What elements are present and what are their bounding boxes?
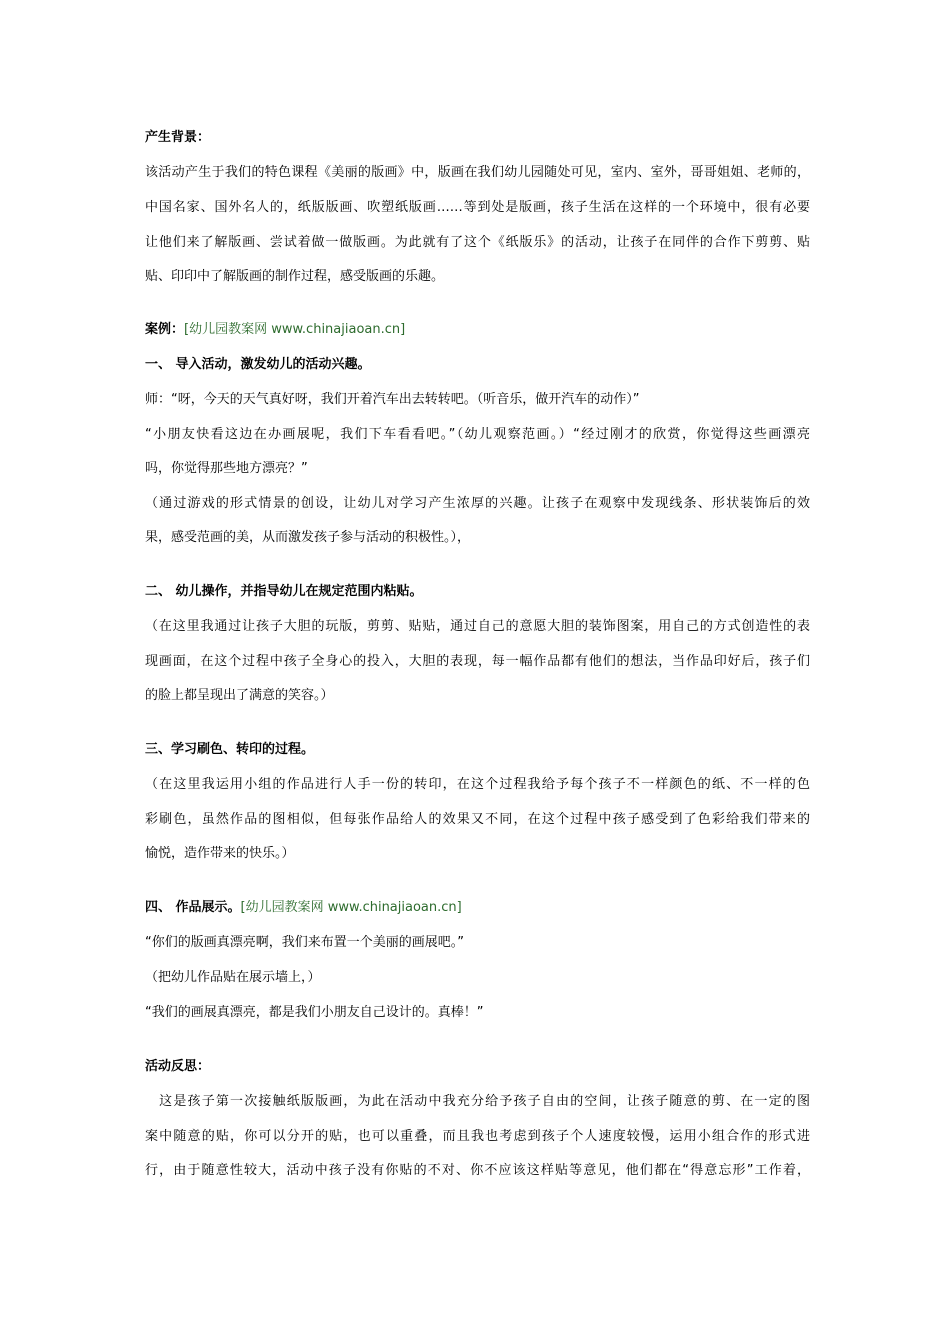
- reflection-line-2: 案中随意的贴，你可以分开的贴，也可以重叠，而且我也考虑到孩子个人速度较慢，运用小组合作的形式进: [145, 1129, 810, 1144]
- reflection-line-3: 行，由于随意性较大，活动中孩子没有你贴的不对、你不应该这样贴等意见，他们都在“得意忘形”工作着，: [145, 1163, 810, 1178]
- step2-line-2: 现画面，在这个过程中孩子全身心的投入，大胆的表现，每一幅作品都有他们的想法，当作品印好后，孩子们: [145, 654, 810, 669]
- case-source-link[interactable]: [幼儿园教案网 www.chinajiaoan.cn]: [184, 322, 406, 337]
- reflection-heading: 活动反思：: [145, 1059, 211, 1074]
- step1-line-4: （通过游戏的形式情景的创设，让幼儿对学习产生浓厚的兴趣。让孩子在观察中发现线条、形状装饰后的效: [145, 496, 810, 511]
- background-line-1: 该活动产生于我们的特色课程《美丽的版画》中，版画在我们幼儿园随处可见，室内、室外，哥哥姐姐、老师的，: [145, 165, 810, 180]
- step1-heading: 一、 导入活动，激发幼儿的活动兴趣。: [145, 357, 371, 372]
- background-line-3: 让他们来了解版画、尝试着做一做版画。为此就有了这个《纸版乐》的活动，让孩子在同伴的合作下剪剪、贴: [145, 235, 810, 250]
- step1-line-2: “小朋友快看这边在办画展呢，我们下车看看吧。”（幼儿观察范画。）“经过刚才的欣赏，你觉得这些画漂亮: [145, 427, 810, 442]
- background-line-4: 贴、印印中了解版画的制作过程，感受版画的乐趣。: [145, 269, 445, 284]
- case-line: [145, 321, 405, 339]
- case-label: 案例：: [145, 322, 185, 337]
- step1-line-5: 果，感受范画的美，从而激发孩子参与活动的积极性。），: [145, 530, 471, 545]
- step4-line-3: “我们的画展真漂亮，都是我们小朋友自己设计的。真棒！”: [145, 1005, 484, 1020]
- step3-heading: 三、学习刷色、转印的过程。: [145, 742, 315, 757]
- step1-line-1: 师：“呀，今天的天气真好呀，我们开着汽车出去转转吧。（听音乐，做开汽车的动作）”: [145, 392, 640, 407]
- reflection-line-1: 这是孩子第一次接触纸版版画，为此在活动中我充分给予孩子自由的空间，让孩子随意的剪、在一定的图: [145, 1094, 810, 1109]
- step1-line-3: 吗，你觉得那些地方漂亮？”: [145, 461, 308, 476]
- step2-line-1: （在这里我通过让孩子大胆的玩版，剪剪、贴贴，通过自己的意愿大胆的装饰图案，用自己的方式创造性的表: [145, 619, 810, 634]
- background-line-2: 中国名家、国外名人的，纸版版画、吹塑纸版画……等到处是版画，孩子生活在这样的一个环境中，很有必要: [145, 200, 810, 215]
- step4-source-link[interactable]: [幼儿园教案网 www.chinajiaoan.cn]: [240, 900, 462, 915]
- step3-line-1: （在这里我运用小组的作品进行人手一份的转印，在这个过程我给予每个孩子不一样颜色的纸、不一样的色: [145, 777, 810, 792]
- step2-line-3: 的脸上都呈现出了满意的笑容。）: [145, 688, 334, 703]
- step4-heading-line: [145, 899, 462, 917]
- step2-heading: 二、 幼儿操作，并指导幼儿在规定范围内粘贴。: [145, 584, 423, 599]
- step4-line-2: （把幼儿作品贴在展示墙上，）: [145, 970, 321, 985]
- step3-line-3: 愉悦，造作带来的快乐。）: [145, 846, 295, 861]
- step3-line-2: 彩刷色，虽然作品的图相似，但每张作品给人的效果又不同，在这个过程中孩子感受到了色彩给我们带来的: [145, 812, 810, 827]
- step4-heading: 四、 作品展示。: [145, 900, 241, 915]
- step4-line-1: “你们的版画真漂亮啊，我们来布置一个美丽的画展吧。”: [145, 935, 464, 950]
- background-heading: 产生背景：: [145, 130, 211, 145]
